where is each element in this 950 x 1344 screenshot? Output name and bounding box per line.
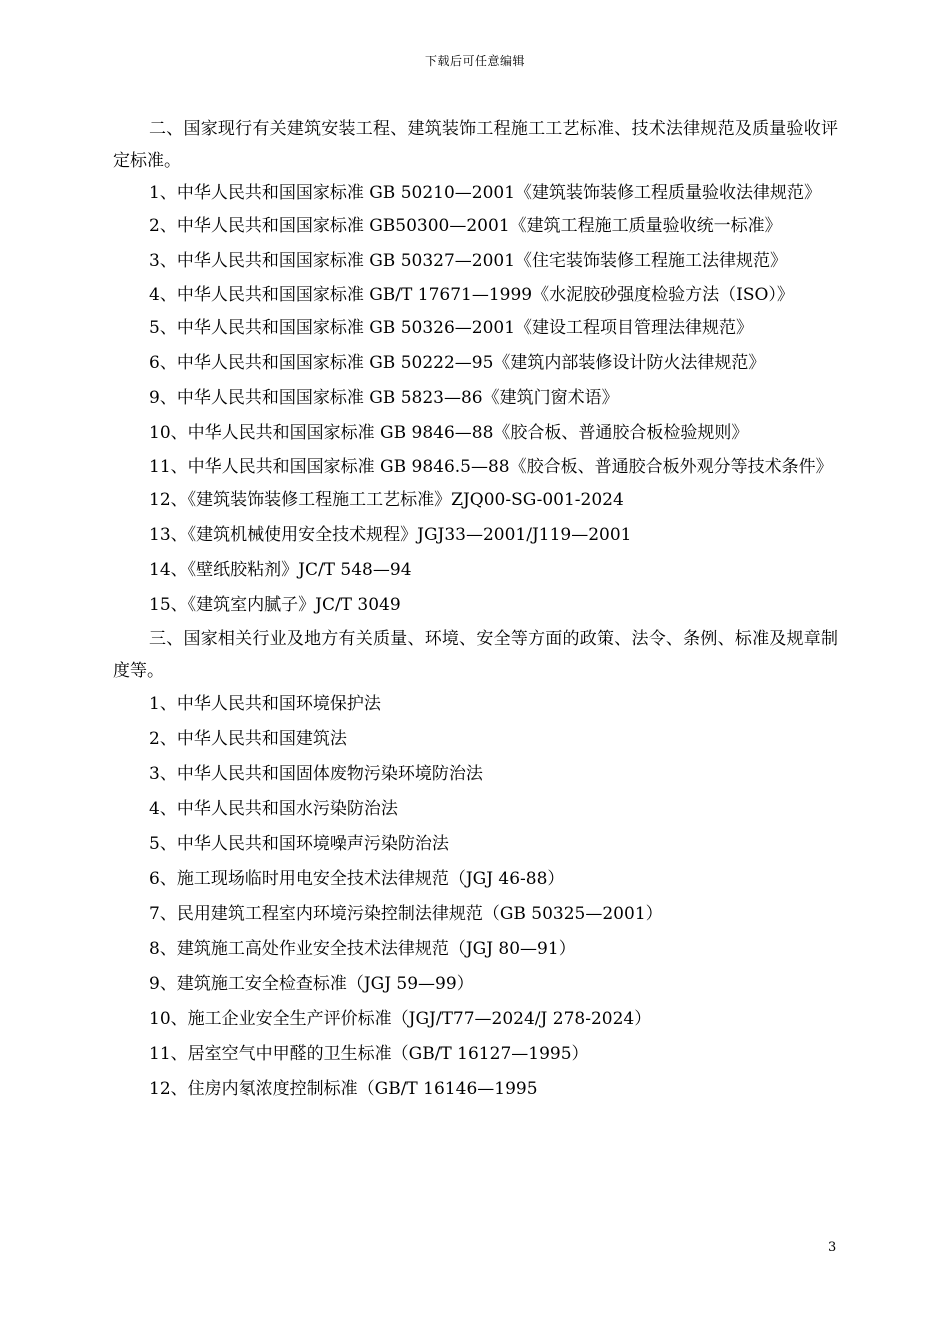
list-item: 10、施工企业安全生产评价标准（JGJ/T77—2024/J 278-2024） (149, 1009, 652, 1029)
list-item: 10、中华人民共和国国家标准 GB 9846—88《胶合板、普通胶合板检验规则》 (149, 423, 749, 443)
list-item: 3、中华人民共和国固体废物污染环境防治法 (149, 764, 483, 784)
list-item: 5、中华人民共和国国家标准 GB 50326—2001《建设工程项目管理法律规范》 (149, 318, 754, 338)
section-heading-three: 三、国家相关行业及地方有关质量、环境、安全等方面的政策、法令、条例、标准及规章制度等。 (113, 629, 838, 681)
section-heading-two: 二、国家现行有关建筑安装工程、建筑装饰工程施工工艺标准、技术法律规范及质量验收评定标准。 (113, 119, 838, 171)
list-item: 9、中华人民共和国国家标准 GB 5823—86《建筑门窗术语》 (149, 388, 619, 408)
list-item: 11、居室空气中甲醛的卫生标准（GB/T 16127—1995） (149, 1044, 589, 1064)
list-item: 2、中华人民共和国建筑法 (149, 729, 347, 749)
list-item: 14、《壁纸胶粘剂》JC/T 548—94 (149, 560, 412, 580)
list-item: 3、中华人民共和国国家标准 GB 50327—2001《住宅装饰装修工程施工法律规范》 (149, 251, 788, 271)
list-item: 1、中华人民共和国国家标准 GB 50210—2001《建筑装饰装修工程质量验收法律规范》 (149, 183, 822, 203)
document-body (113, 113, 838, 1107)
list-item: 4、中华人民共和国国家标准 GB/T 17671—1999《水泥胶砂强度检验方法（ISO）》 (149, 285, 794, 305)
list-item: 6、施工现场临时用电安全技术法律规范（JGJ 46-88） (149, 869, 565, 889)
list-item: 7、民用建筑工程室内环境污染控制法律规范（GB 50325—2001） (149, 904, 663, 924)
list-item: 6、中华人民共和国国家标准 GB 50222—95《建筑内部装修设计防火法律规范》 (149, 353, 766, 373)
list-item: 1、中华人民共和国环境保护法 (149, 694, 381, 714)
list-item: 2、中华人民共和国国家标准 GB50300—2001《建筑工程施工质量验收统一标准》 (149, 216, 782, 236)
list-item: 12、《建筑装饰装修工程施工工艺标准》ZJQ00-SG-001-2024 (149, 490, 624, 510)
page-header: 下载后可任意编辑 (424, 54, 525, 68)
list-item: 9、建筑施工安全检查标准（JGJ 59—99） (149, 974, 474, 994)
list-item: 13、《建筑机械使用安全技术规程》JGJ33—2001/J119—2001 (149, 525, 632, 545)
list-item: 15、《建筑室内腻子》JC/T 3049 (149, 595, 401, 615)
list-item: 4、中华人民共和国水污染防治法 (149, 799, 398, 819)
page-number: 3 (828, 1240, 837, 1255)
list-item: 8、建筑施工高处作业安全技术法律规范（JGJ 80—91） (149, 939, 576, 959)
list-item: 5、中华人民共和国环境噪声污染防治法 (149, 834, 449, 854)
list-item: 12、住房内氡浓度控制标准（GB/T 16146—1995 (149, 1079, 538, 1099)
list-item: 11、中华人民共和国国家标准 GB 9846.5—88《胶合板、普通胶合板外观分等技术条件》 (149, 457, 833, 477)
